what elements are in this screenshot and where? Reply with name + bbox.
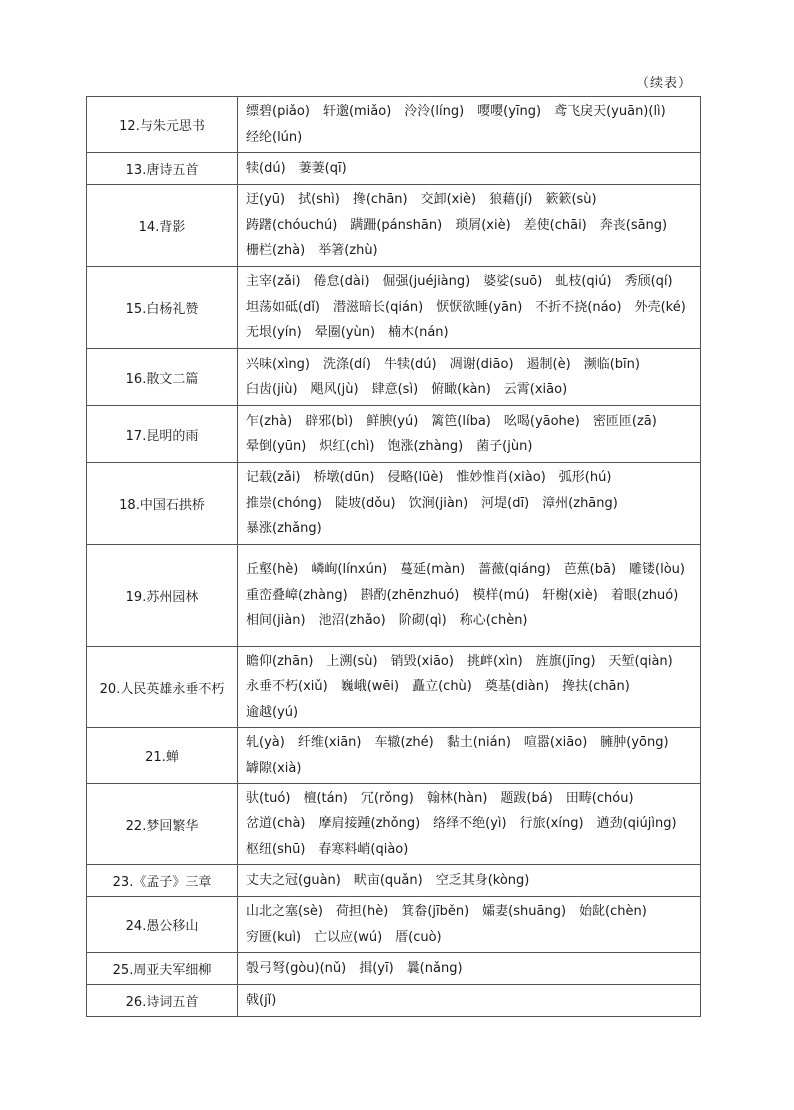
vocabulary-word: 销毁(xiāo): [390, 654, 454, 669]
vocabulary-word: 辟邪(bì): [305, 413, 354, 429]
vocabulary-word: 矗立(chù): [412, 679, 472, 695]
vocabulary-word: 始龀(chèn): [579, 904, 647, 920]
vocabulary-word: 栅栏(zhà): [246, 243, 306, 259]
table-row: [87, 185, 701, 267]
vocabulary-cell: [238, 406, 701, 463]
vocabulary-word: 晕圈(yùn): [314, 325, 376, 341]
vocabulary-word: 丘壑(hè): [246, 562, 299, 578]
vocabulary-word: 秀颀(qí): [624, 274, 673, 290]
vocabulary-word: 鲜腴(yú): [366, 413, 419, 429]
vocabulary-cell: [238, 865, 701, 897]
lesson-title-cell: 12.与朱元思书: [87, 97, 238, 153]
vocabulary-cell: [238, 784, 701, 865]
vocabulary-word: 行旅(xíng): [519, 816, 584, 832]
vocabulary-word: 飓风(jù): [310, 382, 359, 397]
vocabulary-word: 漳州(zhāng): [542, 495, 618, 511]
vocabulary-word: 枢纽(shū): [246, 841, 306, 857]
vocabulary-word: 题跋(bá): [500, 791, 553, 807]
vocabulary-word: 络绎不绝(yì): [433, 816, 507, 832]
lesson-title-cell: 23.《孟子》三章: [87, 865, 238, 897]
vocabulary-table-body: [87, 97, 701, 1017]
vocabulary-cell: [238, 153, 701, 185]
vocabulary-word: 孀妻(shuāng): [482, 904, 567, 920]
lesson-title-cell: 14.背影: [87, 185, 238, 267]
lesson-title-cell: 22.梦回繁华: [87, 784, 238, 865]
vocabulary-word: 蔓延(màn): [400, 562, 466, 578]
vocabulary-word: 搀扶(chān): [562, 679, 630, 695]
table-row: [87, 406, 701, 463]
vocabulary-word: 不折不挠(náo): [535, 299, 622, 315]
vocabulary-word: 荷担(hè): [335, 904, 389, 920]
lesson-title-cell: 13.唐诗五首: [87, 153, 238, 185]
vocabulary-word: 缥碧(piǎo): [246, 104, 310, 120]
vocabulary-word: 丈夫之冠(guàn): [246, 873, 341, 889]
vocabulary-word: 遒劲(qiújìng): [596, 816, 677, 832]
vocabulary-word: 饱涨(zhàng): [387, 439, 464, 454]
vocabulary-word: 吆喝(yāohe): [503, 413, 580, 429]
vocabulary-cell: [238, 267, 701, 349]
vocabulary-word: 岔道(chà): [246, 816, 306, 832]
lesson-title-cell: 19.苏州园林: [87, 545, 238, 647]
vocabulary-word: 翰林(hàn): [426, 791, 488, 807]
vocabulary-word: 阶砌(qì): [398, 613, 447, 629]
vocabulary-word: 厝(cuò): [395, 929, 442, 945]
vocabulary-word: 逾越(yú): [246, 704, 299, 720]
vocabulary-word: 虬枝(qiú): [555, 274, 612, 290]
vocabulary-word: 重峦叠嶂(zhàng): [246, 587, 348, 603]
lesson-title-cell: 15.白杨礼赞: [87, 267, 238, 349]
vocabulary-word: 纤维(xiān): [297, 735, 362, 751]
vocabulary-word: 穷匮(kuì): [246, 929, 302, 945]
vocabulary-word: 着眼(zhuó): [610, 587, 679, 603]
vocabulary-word: 倦怠(dài): [313, 274, 370, 290]
table-row: [87, 728, 701, 784]
table-row: [87, 463, 701, 545]
vocabulary-word: 山北之塞(sè): [246, 904, 323, 920]
vocabulary-cell: [238, 647, 701, 728]
vocabulary-word: 奠基(diàn): [484, 679, 550, 695]
vocabulary-word: 弧形(hú): [558, 470, 612, 486]
table-row: [87, 545, 701, 647]
lesson-title-cell: 26.诗词五首: [87, 985, 238, 1017]
vocabulary-word: 箕畚(jīběn): [401, 904, 470, 920]
table-row: [87, 97, 701, 153]
vocabulary-word: 惟妙惟肖(xiào): [456, 470, 546, 486]
vocabulary-word: 凋谢(diāo): [449, 356, 514, 372]
vocabulary-word: 喧嚣(xiāo): [523, 735, 588, 751]
vocabulary-word: 篱笆(líba): [431, 413, 491, 429]
vocabulary-word: 斟酌(zhēnzhuó): [360, 587, 460, 603]
lesson-title-cell: 20.人民英雄永垂不朽: [87, 647, 238, 728]
lesson-title-cell: 21.蝉: [87, 728, 238, 784]
vocabulary-cell: [238, 349, 701, 406]
vocabulary-word: 婆娑(suō): [483, 274, 543, 290]
vocabulary-word: 炽红(chì): [319, 439, 375, 454]
vocabulary-word: 轩榭(xiè): [542, 587, 598, 603]
vocabulary-word: 外壳(ké): [634, 299, 686, 315]
vocabulary-table: [86, 96, 701, 1017]
vocabulary-word: 簌簌(sù): [545, 192, 597, 208]
vocabulary-word: 遏制(è): [526, 356, 571, 372]
vocabulary-word: 轩邈(miǎo): [322, 104, 392, 120]
vocabulary-word: 河堤(dī): [481, 495, 530, 511]
vocabulary-word: 戟(jǐ): [246, 992, 277, 1008]
vocabulary-word: 曩(nǎng): [406, 960, 463, 976]
vocabulary-word: 嘤嘤(yīng): [477, 104, 542, 120]
vocabulary-word: 兴味(xìng): [246, 356, 310, 372]
vocabulary-word: 瞻仰(zhān): [246, 654, 314, 669]
vocabulary-word: 黏土(nián): [446, 735, 511, 751]
vocabulary-word: 鸢飞戾天(yuān)(lì): [554, 104, 666, 120]
vocabulary-word: 轧(yà): [246, 735, 285, 751]
vocabulary-cell: [238, 463, 701, 545]
vocabulary-word: 经纶(lún): [246, 129, 303, 145]
vocabulary-word: 牛犊(dú): [383, 356, 437, 372]
vocabulary-word: 挑衅(xìn): [466, 654, 523, 669]
vocabulary-cell: [238, 97, 701, 153]
vocabulary-word: 芭蕉(bā): [563, 562, 617, 578]
vocabulary-word: 潜滋暗长(qián): [333, 299, 424, 315]
lesson-title-cell: 16.散文二篇: [87, 349, 238, 406]
vocabulary-word: 举箸(zhù): [318, 243, 378, 259]
vocabulary-word: 空乏其身(kòng): [435, 873, 530, 889]
vocabulary-word: 永垂不朽(xiǔ): [246, 679, 328, 695]
vocabulary-word: 搀(chān): [352, 192, 408, 208]
lesson-title-cell: 25.周亚夫军细柳: [87, 953, 238, 985]
vocabulary-word: 交卸(xiè): [420, 192, 477, 208]
vocabulary-word: 菌子(jùn): [476, 439, 533, 454]
table-row: [87, 267, 701, 349]
vocabulary-word: 臼齿(jiù): [246, 382, 298, 397]
vocabulary-word: 踌躇(chóuchú): [246, 217, 338, 233]
table-row: [87, 153, 701, 185]
table-row: [87, 865, 701, 897]
vocabulary-word: 狼藉(jí): [489, 192, 533, 208]
vocabulary-cell: [238, 185, 701, 267]
vocabulary-word: 差使(chāi): [523, 217, 587, 233]
vocabulary-word: 俯瞰(kàn): [431, 382, 491, 397]
vocabulary-word: 迂(yū): [246, 192, 286, 208]
vocabulary-word: 亡以应(wú): [314, 929, 383, 945]
vocabulary-word: 春寒料峭(qiào): [318, 841, 409, 857]
vocabulary-word: 记载(zǎi): [246, 470, 301, 486]
vocabulary-word: 罅隙(xià): [246, 760, 302, 776]
table-row: [87, 985, 701, 1017]
vocabulary-word: 摩肩接踵(zhǒng): [318, 816, 421, 832]
vocabulary-word: 肆意(sì): [371, 382, 419, 397]
vocabulary-word: 无垠(yín): [246, 325, 302, 341]
vocabulary-word: 饮涧(jiàn): [408, 495, 469, 511]
vocabulary-word: 晕倒(yūn): [246, 439, 307, 454]
vocabulary-word: 驮(tuó): [246, 791, 291, 807]
lesson-title-cell: 17.昆明的雨: [87, 406, 238, 463]
vocabulary-word: 蔷薇(qiáng): [478, 562, 551, 578]
vocabulary-word: 嶙峋(línxún): [311, 562, 388, 578]
vocabulary-word: 楠木(nán): [388, 325, 449, 341]
vocabulary-word: 模样(mú): [472, 587, 530, 603]
vocabulary-word: 暴涨(zhǎng): [246, 521, 322, 537]
vocabulary-word: 巍峨(wēi): [340, 679, 400, 695]
vocabulary-word: 车辙(zhé): [374, 735, 434, 751]
vocabulary-word: 推崇(chóng): [246, 495, 322, 511]
vocabulary-cell: [238, 953, 701, 985]
vocabulary-cell: [238, 897, 701, 953]
vocabulary-word: 相间(jiàn): [246, 613, 306, 629]
vocabulary-word: 桥墩(dūn): [313, 470, 375, 486]
vocabulary-word: 揖(yī): [359, 960, 394, 976]
vocabulary-word: 檀(tán): [303, 791, 348, 807]
table-row: [87, 953, 701, 985]
vocabulary-word: 陡坡(dǒu): [334, 495, 396, 511]
vocabulary-word: 洗涤(dí): [322, 356, 371, 372]
vocabulary-word: 乍(zhà): [246, 413, 293, 429]
vocabulary-word: 田畴(chóu): [565, 791, 634, 807]
vocabulary-cell: [238, 545, 701, 647]
vocabulary-cell: [238, 985, 701, 1017]
vocabulary-word: 云霄(xiāo): [503, 382, 568, 397]
lesson-title-cell: 18.中国石拱桥: [87, 463, 238, 545]
vocabulary-word: 恹恹欲睡(yān): [436, 299, 523, 315]
vocabulary-word: 犊(dú): [246, 160, 286, 176]
vocabulary-word: 泠泠(líng): [404, 104, 465, 120]
vocabulary-word: 密匝匝(zā): [592, 413, 657, 429]
vocabulary-word: 主宰(zǎi): [246, 274, 301, 290]
vocabulary-word: 彀弓弩(gòu)(nǔ): [246, 960, 347, 976]
continued-table-label: （续表）: [635, 76, 692, 91]
vocabulary-word: 畎亩(quǎn): [353, 873, 423, 889]
table-row: [87, 349, 701, 406]
vocabulary-word: 侵略(lüè): [387, 470, 444, 486]
vocabulary-cell: [238, 728, 701, 784]
vocabulary-word: 濒临(bīn): [583, 356, 640, 372]
vocabulary-word: 雕镂(lòu): [629, 562, 685, 578]
vocabulary-word: 臃肿(yōng): [600, 735, 669, 751]
vocabulary-word: 称心(chèn): [459, 613, 528, 629]
table-row: [87, 897, 701, 953]
vocabulary-word: 蹒跚(pánshān): [350, 217, 443, 233]
vocabulary-word: 旌旗(jīng): [535, 654, 596, 669]
lesson-title-cell: 24.愚公移山: [87, 897, 238, 953]
vocabulary-word: 拭(shì): [298, 192, 340, 208]
vocabulary-word: 奔丧(sāng): [599, 217, 668, 233]
vocabulary-word: 坦荡如砥(dǐ): [246, 299, 321, 315]
vocabulary-word: 琐屑(xiè): [455, 217, 511, 233]
vocabulary-word: 倔强(juéjiàng): [382, 274, 471, 290]
table-row: [87, 784, 701, 865]
vocabulary-word: 上溯(sù): [326, 654, 378, 669]
vocabulary-word: 冗(rǒng): [360, 791, 414, 807]
vocabulary-word: 萋萋(qī): [298, 160, 347, 176]
vocabulary-word: 天堑(qiàn): [608, 654, 673, 669]
vocabulary-word: 池沼(zhǎo): [318, 613, 386, 629]
table-row: [87, 647, 701, 728]
